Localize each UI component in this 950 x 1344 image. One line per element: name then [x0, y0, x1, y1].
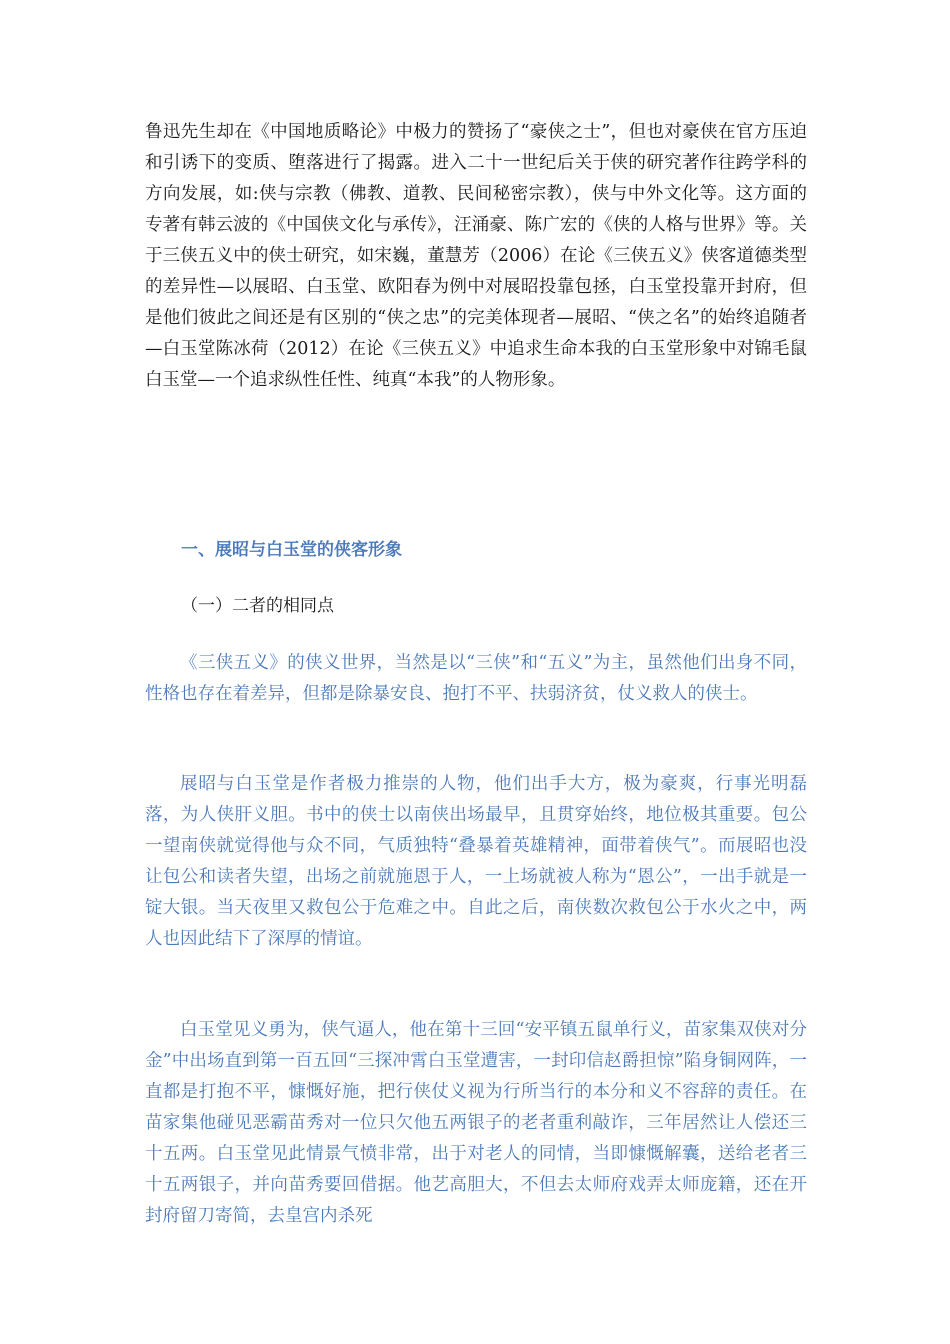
section-heading: 一、展昭与白玉堂的侠客形象 [181, 540, 402, 560]
body-paragraph-1: 《三侠五义》的侠义世界，当然是以“三侠”和“五义”为主，虽然他们出身不同，性格也存在着差异，但都是除暴安良、抱打不平、扶弱济贫，仗义救人的侠士。 [145, 653, 807, 704]
body-paragraph-2: 展昭与白玉堂是作者极力推崇的人物，他们出手大方，极为豪爽，行事光明磊落，为人侠肝义胆。书中的侠士以南侠出场最早，且贯穿始终，地位极其重要。包公一望南侠就觉得他与众不同，气质独特“叠暴着英雄精神，面带着侠气”。而展昭也没让包公和读者失望，出场之前就施恩于人，一上场就被人称为“恩公”，一出手就是一锭大银。当天夜里又救包公于危难之中。自此之后，南侠数次救包公于水火之中，两人也因此结下了深厚的情谊。 [145, 774, 807, 949]
subsection-heading: （一）二者的相同点 [181, 596, 334, 616]
intro-paragraph: 鲁迅先生却在《中国地质略论》中极力的赞扬了“豪侠之士”，但也对豪侠在官方压迫和引诱下的变质、堕落进行了揭露。进入二十一世纪后关于侠的研究著作往跨学科的方向发展，如:侠与宗教（佛教、道教、民间秘密宗教），侠与中外文化等。这方面的专著有韩云波的《中国侠文化与承传》，汪涌豪、陈广宏的《侠的人格与世界》等。关于三侠五义中的侠士研究，如宋巍，董慧芳（2006）在论《三侠五义》侠客道德类型的差异性—以展昭、白玉堂、欧阳春为例中对展昭投靠包拯，白玉堂投靠开封府，但是他们彼此之间还是有区别的“侠之忠”的完美体现者—展昭、“侠之名”的始终追随者—白玉堂陈冰荷（2012）在论《三侠五义》中追求生命本我的白玉堂形象中对锦毛鼠白玉堂—一个追求纵性任性、纯真“本我”的人物形象。 [145, 122, 807, 390]
body-paragraph-3: 白玉堂见义勇为，侠气逼人，他在第十三回“安平镇五鼠单行义，苗家集双侠对分金”中出场直到第一百五回“三探冲霄白玉堂遭害，一封印信赵爵担惊”陷身铜网阵，一直都是打抱不平，慷慨好施，把行侠仗义视为行所当行的本分和义不容辞的责任。在苗家集他碰见恶霸苗秀对一位只欠他五两银子的老者重利敲诈，三年居然让人偿还三十五两。白玉堂见此情景气愤非常，出于对老人的同情，当即慷慨解囊，送给老者三十五两银子，并向苗秀要回借据。他艺高胆大，不但去太师府戏弄太师庞籍，还在开封府留刀寄简，去皇宫内杀死 [145, 1020, 807, 1226]
